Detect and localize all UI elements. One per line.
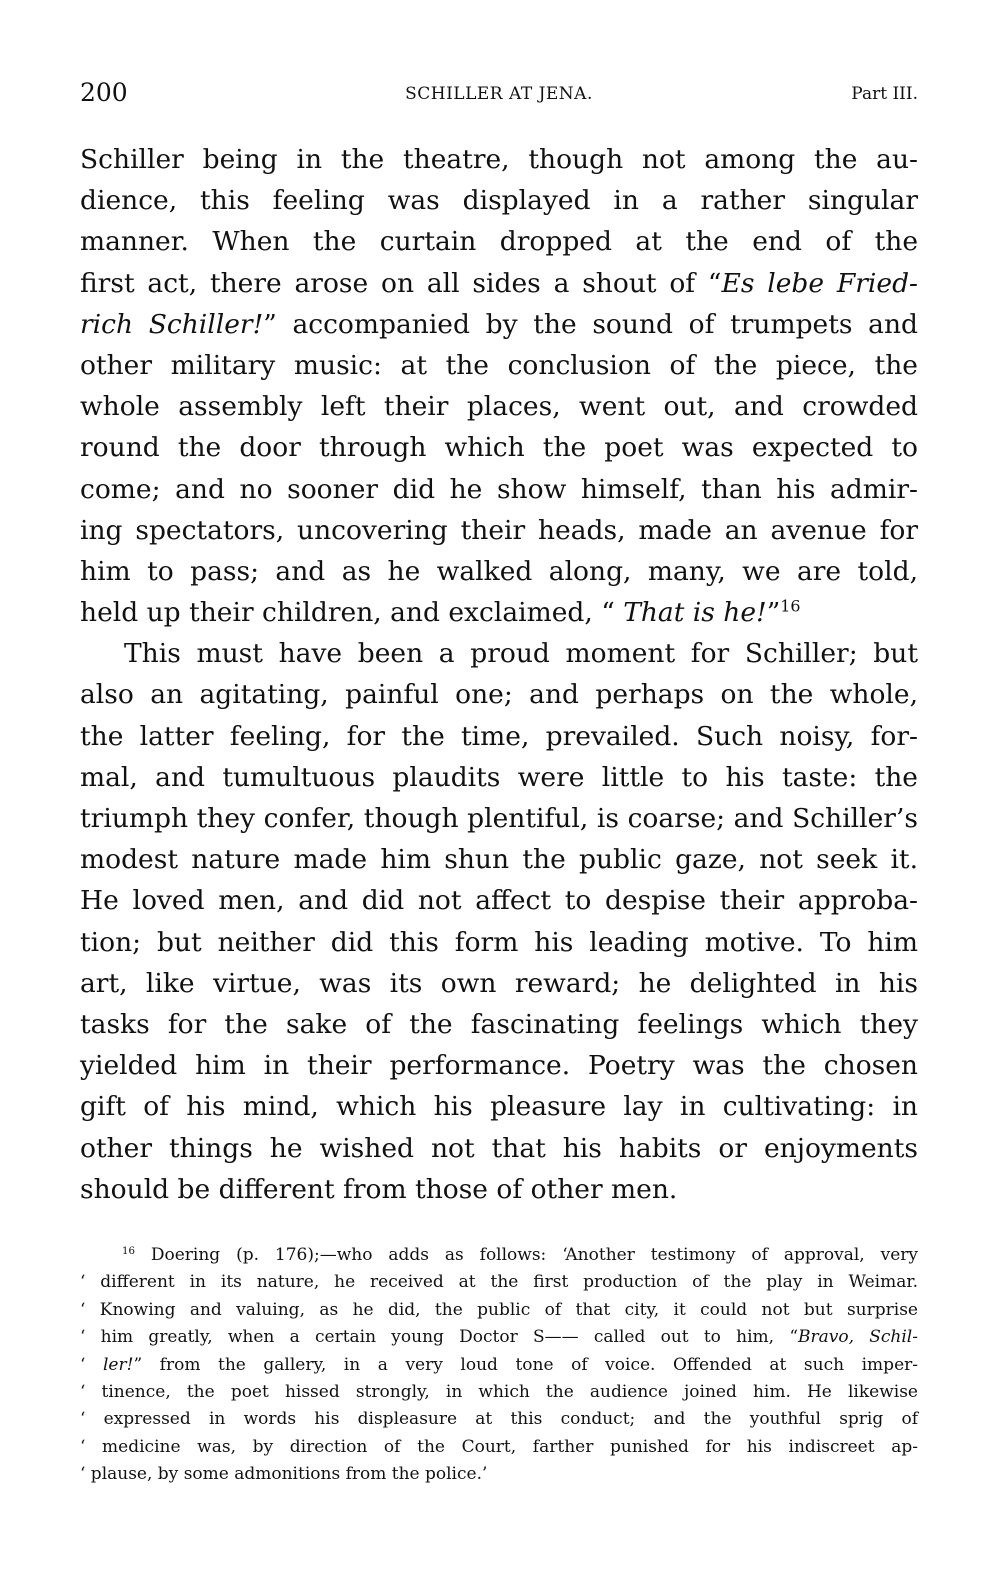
text-segment: yielded him in their performance. Poetry was the chosen xyxy=(80,1050,918,1082)
text-segment: He loved men, and did not affect to despise their approba- xyxy=(80,885,918,917)
body-text xyxy=(80,139,918,1210)
text-line xyxy=(80,1004,918,1045)
text-line xyxy=(80,510,918,551)
text-segment: whole assembly left their places, went out, and crowded xyxy=(80,391,918,423)
text-segment: the latter feeling, for the time, prevailed. Such noisy, for- xyxy=(80,720,918,752)
text-line xyxy=(80,221,918,262)
text-line xyxy=(80,592,918,633)
text-segment: This must have been a proud moment for Schiller; but xyxy=(124,638,918,670)
italic-text: Bravo, Schil- xyxy=(798,1327,918,1348)
text-segment: ‘ him greatly, when a certain young Doctor S—— called out to him, “ xyxy=(80,1327,799,1348)
text-segment: ing spectators, uncovering their heads, made an avenue for xyxy=(80,514,918,546)
text-line xyxy=(80,1086,918,1127)
text-line xyxy=(80,263,918,304)
text-segment: also an agitating, painful one; and perhaps on the whole, xyxy=(80,679,918,711)
text-line xyxy=(80,963,918,1004)
text-line xyxy=(80,798,918,839)
footnote-line xyxy=(80,1406,918,1433)
text-line xyxy=(80,757,918,798)
text-segment: round the door through which the poet was expected to xyxy=(80,432,918,464)
text-line xyxy=(80,551,918,592)
text-segment: manner. When the curtain dropped at the end of the xyxy=(80,226,918,258)
text-segment: tion; but neither did this form his leading motive. To him xyxy=(80,926,918,958)
footnotes xyxy=(80,1242,918,1489)
italic-text: ler! xyxy=(102,1354,134,1375)
text-segment: ‘ tinence, the poet hissed strongly, in which the audience joined him. He likewise xyxy=(80,1381,918,1402)
text-segment: gift of his mind, which his pleasure lay in cultivating: in xyxy=(80,1091,918,1123)
text-segment: triumph they confer, though plentiful, is coarse; and Schiller’s xyxy=(80,803,918,834)
text-line xyxy=(80,922,918,963)
text-line xyxy=(80,386,918,427)
text-segment: ” accompanied by the sound of trumpets and xyxy=(263,308,918,340)
footnote-line xyxy=(80,1434,918,1461)
footnote-line xyxy=(80,1379,918,1406)
text-segment: held up their children, and exclaimed, “ xyxy=(80,597,624,629)
text-segment: ‘ plause, by some admonitions from the police.’ xyxy=(80,1464,488,1485)
text-line xyxy=(80,1128,918,1169)
text-segment: other things he wished not that his habits or enjoyments xyxy=(80,1132,918,1164)
text-segment: dience, this feeling was displayed in a rather singular xyxy=(80,185,918,217)
text-segment: ‘ medicine was, by direction of the Court, farther punished for his indiscreet ap- xyxy=(80,1436,918,1457)
text-line xyxy=(80,633,918,674)
footnote-line xyxy=(80,1297,918,1324)
text-segment: ” xyxy=(766,597,781,629)
footnote-marker: 16 xyxy=(780,596,801,616)
text-segment: ‘ expressed in words his displeasure at this conduct; and the youthful sprig of xyxy=(80,1409,918,1430)
text-segment: Schiller being in the theatre, though not among the au- xyxy=(80,144,918,175)
text-segment: first act, there arose on all sides a shout of “ xyxy=(80,267,722,299)
text-line xyxy=(80,469,918,510)
text-line xyxy=(80,345,918,386)
footnote-line xyxy=(80,1324,918,1351)
italic-text: Es lebe Fried- xyxy=(721,267,918,299)
text-line xyxy=(80,180,918,221)
page-number: 200 xyxy=(80,78,128,107)
text-segment: him to pass; and as he walked along, many, we are told, xyxy=(80,555,918,587)
text-segment: modest nature made him shun the public gaze, not seek it. xyxy=(80,844,918,876)
footnote-marker: 16 xyxy=(122,1245,135,1257)
text-segment: come; and no sooner did he show himself, than his admir- xyxy=(80,473,918,505)
text-line xyxy=(80,880,918,921)
text-segment: other military music: at the conclusion of the piece, the xyxy=(80,349,918,381)
footnote-line xyxy=(80,1269,918,1296)
text-segment: ‘ different in its nature, he received at the first production of the play in Weimar. xyxy=(80,1272,918,1293)
text-line xyxy=(80,1169,918,1210)
footnote-line xyxy=(80,1242,918,1269)
text-segment: ” from the gallery, in a very loud tone of voice. Offended at such imper- xyxy=(133,1354,918,1375)
footnote-line xyxy=(80,1461,918,1488)
text-segment: ‘ xyxy=(80,1354,103,1375)
page-header xyxy=(80,78,918,110)
text-line xyxy=(80,427,918,468)
text-segment: tasks for the sake of the fascinating feelings which they xyxy=(80,1008,918,1040)
text-line xyxy=(80,839,918,880)
running-title: SCHILLER AT JENA. xyxy=(405,84,593,104)
text-segment: should be different from those of other men. xyxy=(80,1173,678,1205)
footnote-line xyxy=(80,1352,918,1379)
text-line xyxy=(80,716,918,757)
text-line xyxy=(80,1045,918,1086)
text-segment: ‘ Knowing and valuing, as he did, the public of that city, it could not but surprise xyxy=(80,1299,918,1320)
text-line xyxy=(80,304,918,345)
text-segment: Doering (p. 176);—who adds as follows: ‘Another testimony of approval, very xyxy=(134,1245,918,1265)
text-line xyxy=(80,674,918,715)
italic-text: rich Schiller! xyxy=(80,308,264,340)
italic-text: That is he! xyxy=(623,597,767,629)
text-line xyxy=(80,139,918,180)
part-label: Part III. xyxy=(851,84,918,104)
text-segment: art, like virtue, was its own reward; he delighted in his xyxy=(80,967,918,999)
text-segment: mal, and tumultuous plaudits were little to his taste: the xyxy=(80,761,918,793)
